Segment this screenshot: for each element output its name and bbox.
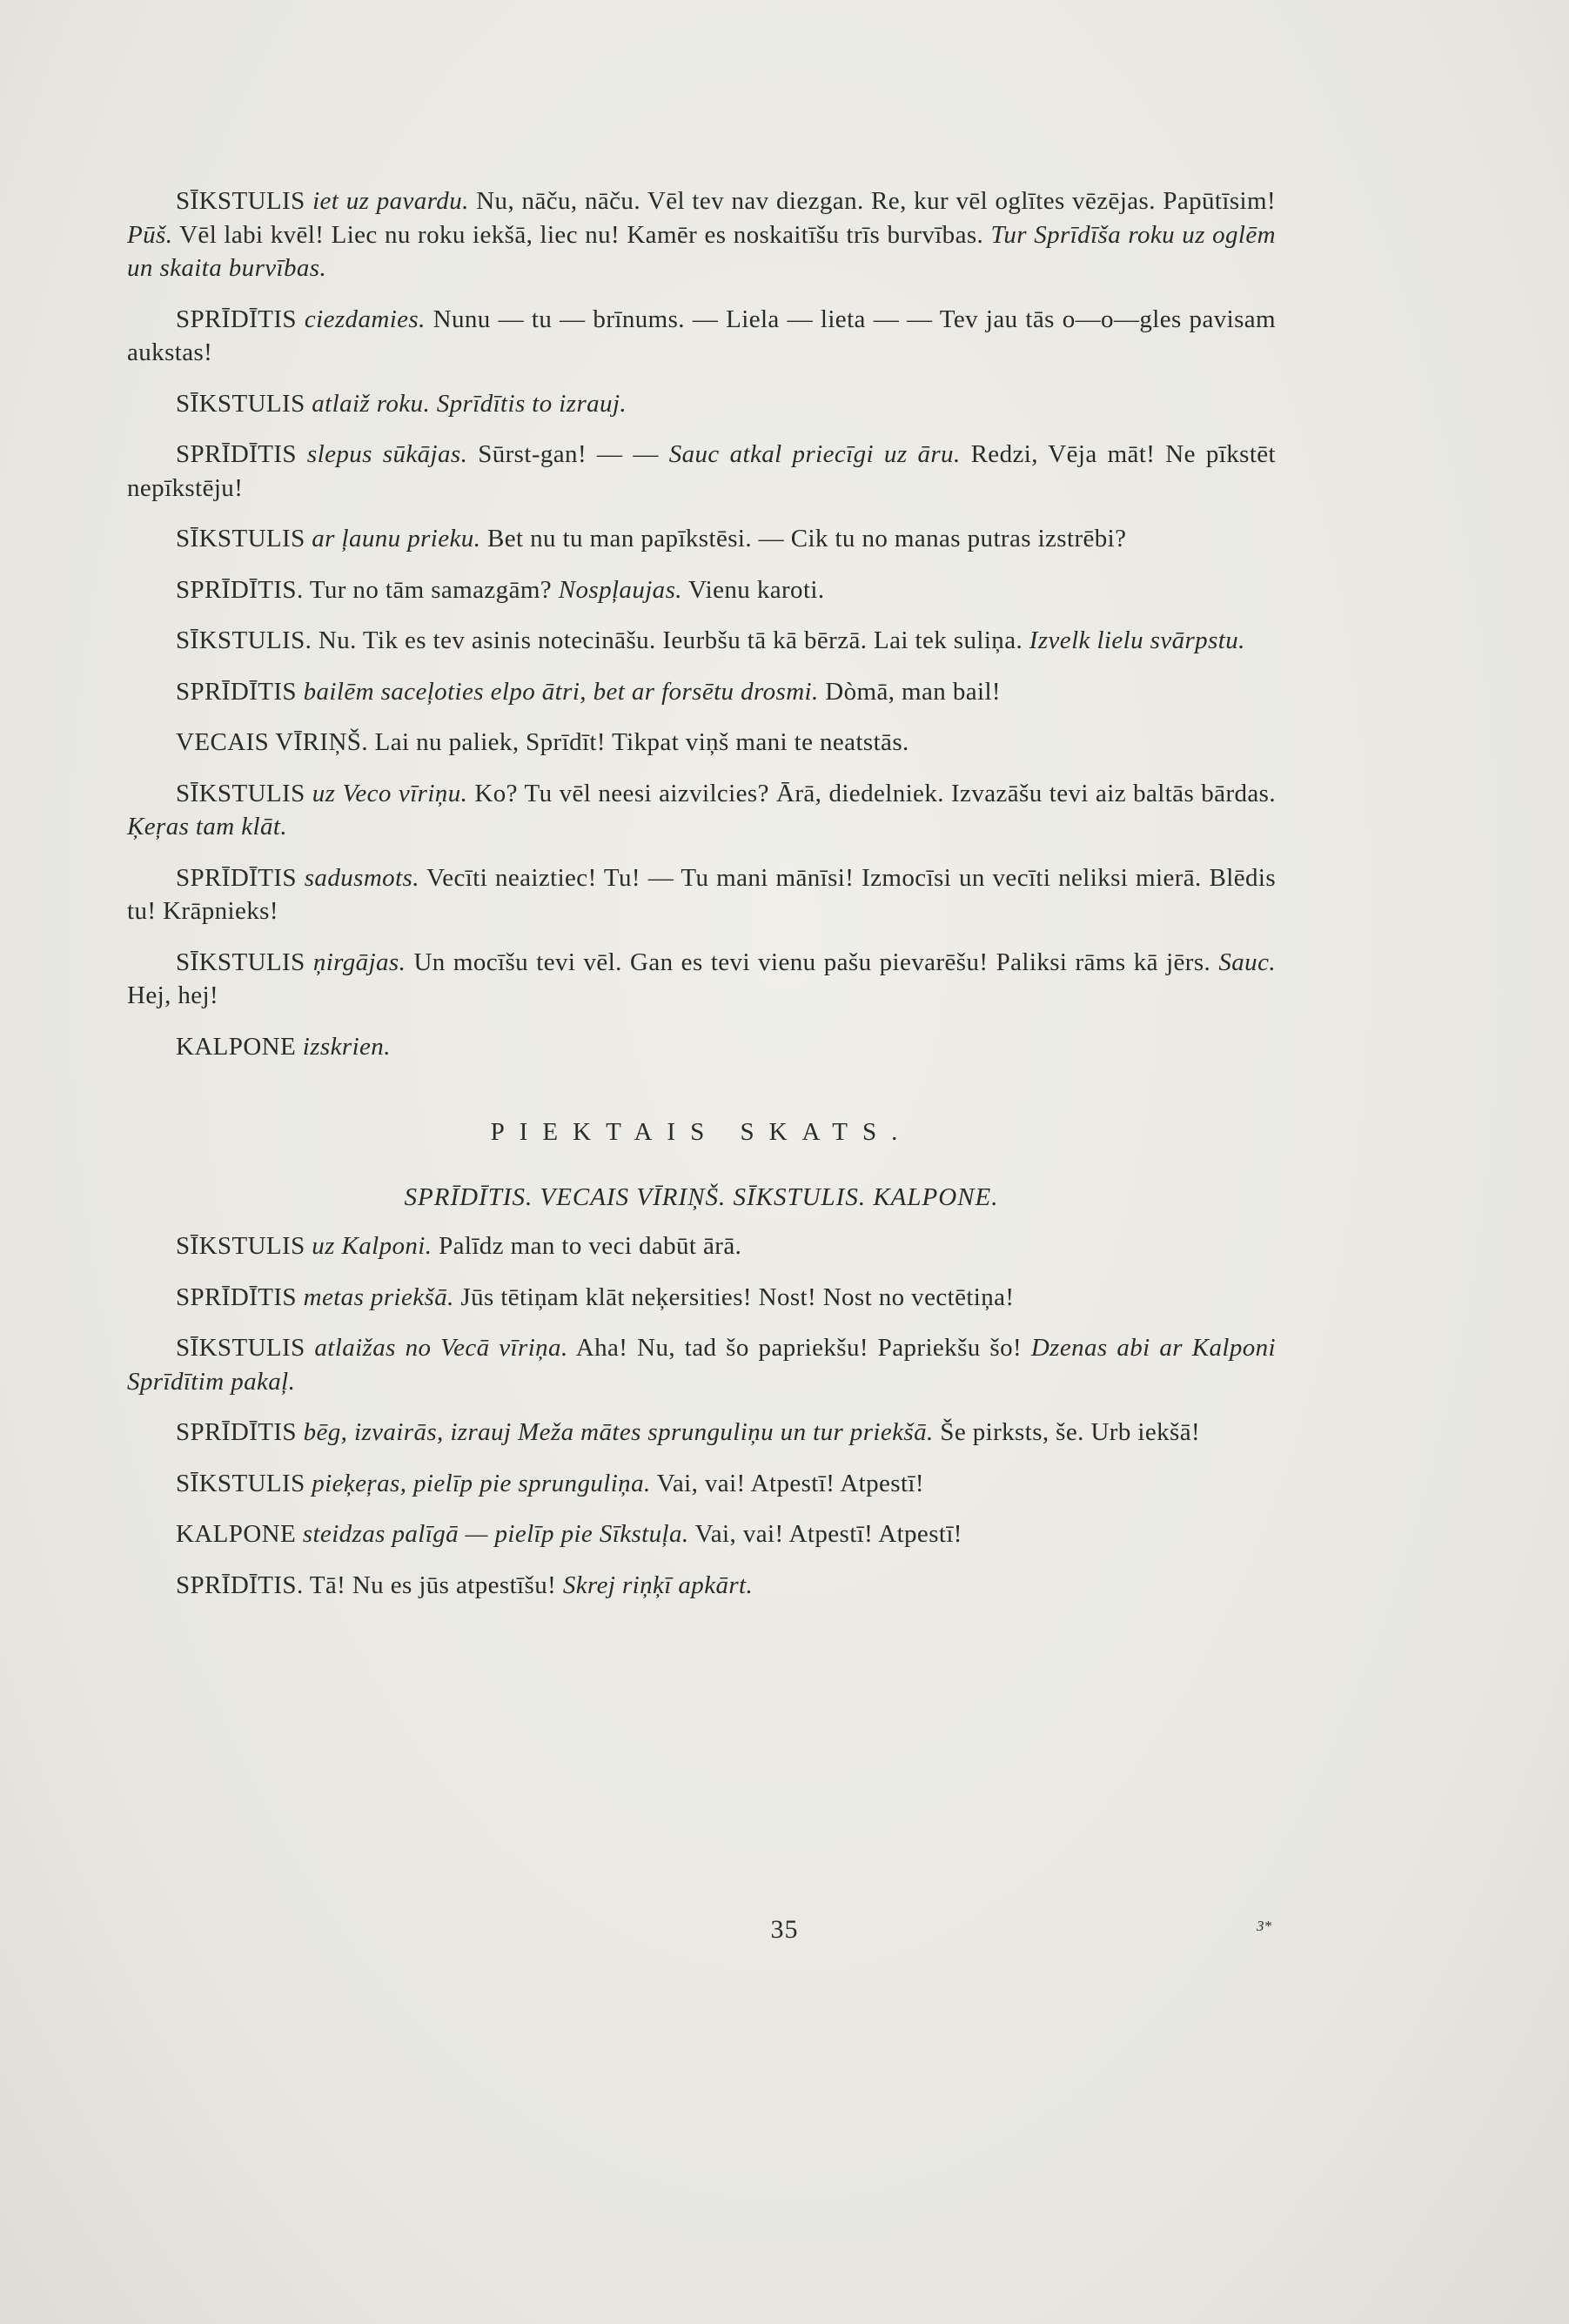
speech-text: SPRĪDĪTIS. Tā! Nu es jūs atpestīšu!: [176, 1571, 563, 1599]
speech-16: [127, 1331, 1276, 1398]
stage-direction: atlaiž roku. Sprīdītis to izrauj.: [312, 389, 627, 418]
stage-direction: Sauc atkal priecīgi uz āru.: [668, 440, 961, 468]
speech-text: Nunu — tu — brīnums. — Liela — lieta — — Tev jau tās o—o—gles pavisam aukstas!: [127, 305, 1276, 366]
speech-text: Un mocīšu tevi vēl. Gan es tevi vienu pašu pievarēšu! Paliksi rāms kā jērs.: [406, 948, 1219, 976]
speech-text: Hej, hej!: [127, 981, 219, 1009]
speech-text: Bet nu tu man papīkstēsi. — Cik tu no manas putras izstrēbi?: [480, 525, 1127, 553]
speech-text: SĪKSTULIS: [176, 779, 312, 807]
speech-text: Vēl labi kvēl! Liec nu roku iekšā, liec nu! Kamēr es noskaitīšu trīs burvības.: [172, 220, 991, 249]
speech-7: [127, 624, 1276, 658]
speech-11: [127, 861, 1276, 928]
speech-20: [127, 1569, 1276, 1603]
speech-2: [127, 303, 1276, 370]
speech-15: [127, 1281, 1276, 1315]
cast-line: SPRĪDĪTIS. VECAIS VĪRIŅŠ. SĪKSTULIS. KALPONE.: [404, 1182, 999, 1211]
stage-direction: Tur Sprīdīša roku uz oglēm un skaita burvības.: [127, 220, 1277, 282]
speech-12: [127, 946, 1276, 1013]
speech-text: Redzi, Vēja māt! Ne pīkstēt nepīkstēju!: [127, 440, 1276, 502]
speech-text: VECAIS VĪRIŅŠ. Lai nu paliek, Sprīdīt! Tikpat viņš mani te neatstās.: [176, 728, 909, 756]
signature-mark: 3*: [1257, 1918, 1271, 1934]
speech-text: Vai, vai! Atpestī! Atpestī!: [650, 1469, 924, 1497]
speech-14: [127, 1229, 1276, 1263]
stage-direction: bailēm saceļoties elpo ātri, bet ar forsētu drosmi.: [303, 677, 819, 706]
speech-1: [127, 184, 1276, 285]
speech-text: SĪKSTULIS: [176, 525, 312, 553]
speech-17: [127, 1416, 1276, 1450]
speech-text: SPRĪDĪTIS: [176, 440, 307, 468]
speech-text: SPRĪDĪTIS: [176, 1283, 304, 1311]
speech-10: [127, 777, 1276, 844]
speech-9: [127, 726, 1276, 760]
stage-direction: Skrej riņķī apkārt.: [562, 1571, 754, 1599]
speech-text: KALPONE: [176, 1032, 303, 1061]
speech-text: SĪKSTULIS: [176, 1232, 312, 1260]
speech-8: [127, 675, 1276, 709]
speech-text: SĪKSTULIS: [176, 948, 313, 976]
speech-text: Nu, nāču, nāču. Vēl tev nav diezgan. Re, kur vēl oglītes vēzējas. Papūtīsim!: [468, 187, 1277, 215]
speech-6: [127, 573, 1276, 607]
speech-text: SĪKSTULIS: [176, 1469, 312, 1497]
stage-direction: sadusmots.: [304, 863, 419, 892]
stage-direction: Dzenas abi ar Kalponi Sprīdītim pakaļ.: [127, 1334, 1277, 1396]
stage-direction: Ķeŗas tam klāt.: [127, 813, 288, 841]
stage-direction: izskrien.: [302, 1032, 391, 1061]
speech-text: KALPONE: [176, 1520, 303, 1548]
stage-direction: bēg, izvairās, izrauj Meža mātes sprunguliņu un tur priekšā.: [303, 1418, 934, 1446]
speech-text: Ko? Tu vēl neesi aizvilcies? Ārā, diedelniek. Izvazāšu tevi aiz baltās bārdas.: [467, 779, 1277, 807]
stage-direction: pieķeŗas, pielīp pie sprunguliņa.: [312, 1469, 651, 1497]
stage-direction: Izvelk lielu svārpstu.: [1029, 626, 1245, 654]
speech-text: SĪKSTULIS: [176, 389, 312, 418]
speech-text: Jūs tētiņam klāt neķersities! Nost! Nost no vectētiņa!: [453, 1283, 1015, 1311]
stage-direction: ciezdamies.: [304, 305, 426, 333]
scene-title: PIEKTAIS SKATS.: [490, 1118, 913, 1146]
speech-text: Vai, vai! Atpestī! Atpestī!: [688, 1520, 962, 1548]
speech-text: Dòmā, man bail!: [818, 677, 1001, 706]
speech-text: Palīdz man to veci dabūt ārā.: [432, 1232, 742, 1260]
speech-text: SPRĪDĪTIS: [176, 305, 305, 333]
dialogue-block-1: [127, 184, 1276, 1063]
speech-text: SĪKSTULIS. Nu. Tik es tev asinis notecināšu. Ieurbšu tā kā bērzā. Lai tek suliņa.: [176, 626, 1029, 654]
stage-direction: atlaižas no Vecā vīriņa.: [314, 1334, 568, 1362]
speech-text: SĪKSTULIS: [176, 1334, 315, 1362]
dialogue-block-2: [127, 1229, 1276, 1602]
speech-text: Sūrst-gan! — —: [467, 440, 669, 468]
stage-direction: Sauc.: [1218, 948, 1276, 976]
speech-text: Vecīti neaiztiec! Tu! — Tu mani mānīsi! Izmocīsi un vecīti neliksi mierā. Blēdis tu! Krāpnieks!: [127, 863, 1277, 925]
speech-text: SPRĪDĪTIS. Tur no tām samazgām?: [176, 575, 559, 604]
stage-direction: slepus sūkājas.: [306, 440, 468, 468]
stage-direction: uz Veco vīriņu.: [312, 779, 468, 807]
stage-direction: metas priekšā.: [303, 1283, 454, 1311]
speech-4: [127, 438, 1276, 505]
stage-direction: Nospļaujas.: [558, 575, 682, 604]
speech-text: Še pirksts, še. Urb iekšā!: [933, 1418, 1201, 1446]
stage-direction: steidzas palīgā — pielīp pie Sīkstuļa.: [302, 1520, 689, 1548]
speech-13: [127, 1030, 1276, 1064]
stage-direction: iet uz pavardu.: [312, 187, 469, 215]
speech-text: SPRĪDĪTIS: [176, 863, 305, 892]
stage-direction: Pūš.: [127, 220, 173, 249]
page-body: [127, 184, 1276, 1619]
stage-direction: ar ļaunu prieku.: [312, 525, 481, 553]
speech-text: Vienu karoti.: [681, 575, 825, 604]
speech-text: Aha! Nu, tad šo papriekšu! Papriekšu šo!: [567, 1334, 1031, 1362]
stage-direction: uz Kalponi.: [312, 1232, 432, 1260]
speech-text: SPRĪDĪTIS: [176, 677, 304, 706]
speech-3: [127, 387, 1276, 421]
speech-text: SPRĪDĪTIS: [176, 1418, 304, 1446]
speech-19: [127, 1517, 1276, 1551]
page-number: 35: [770, 1915, 799, 1944]
stage-direction: ņirgājas.: [312, 948, 406, 976]
speech-text: SĪKSTULIS: [176, 187, 313, 215]
speech-18: [127, 1467, 1276, 1501]
speech-5: [127, 522, 1276, 556]
